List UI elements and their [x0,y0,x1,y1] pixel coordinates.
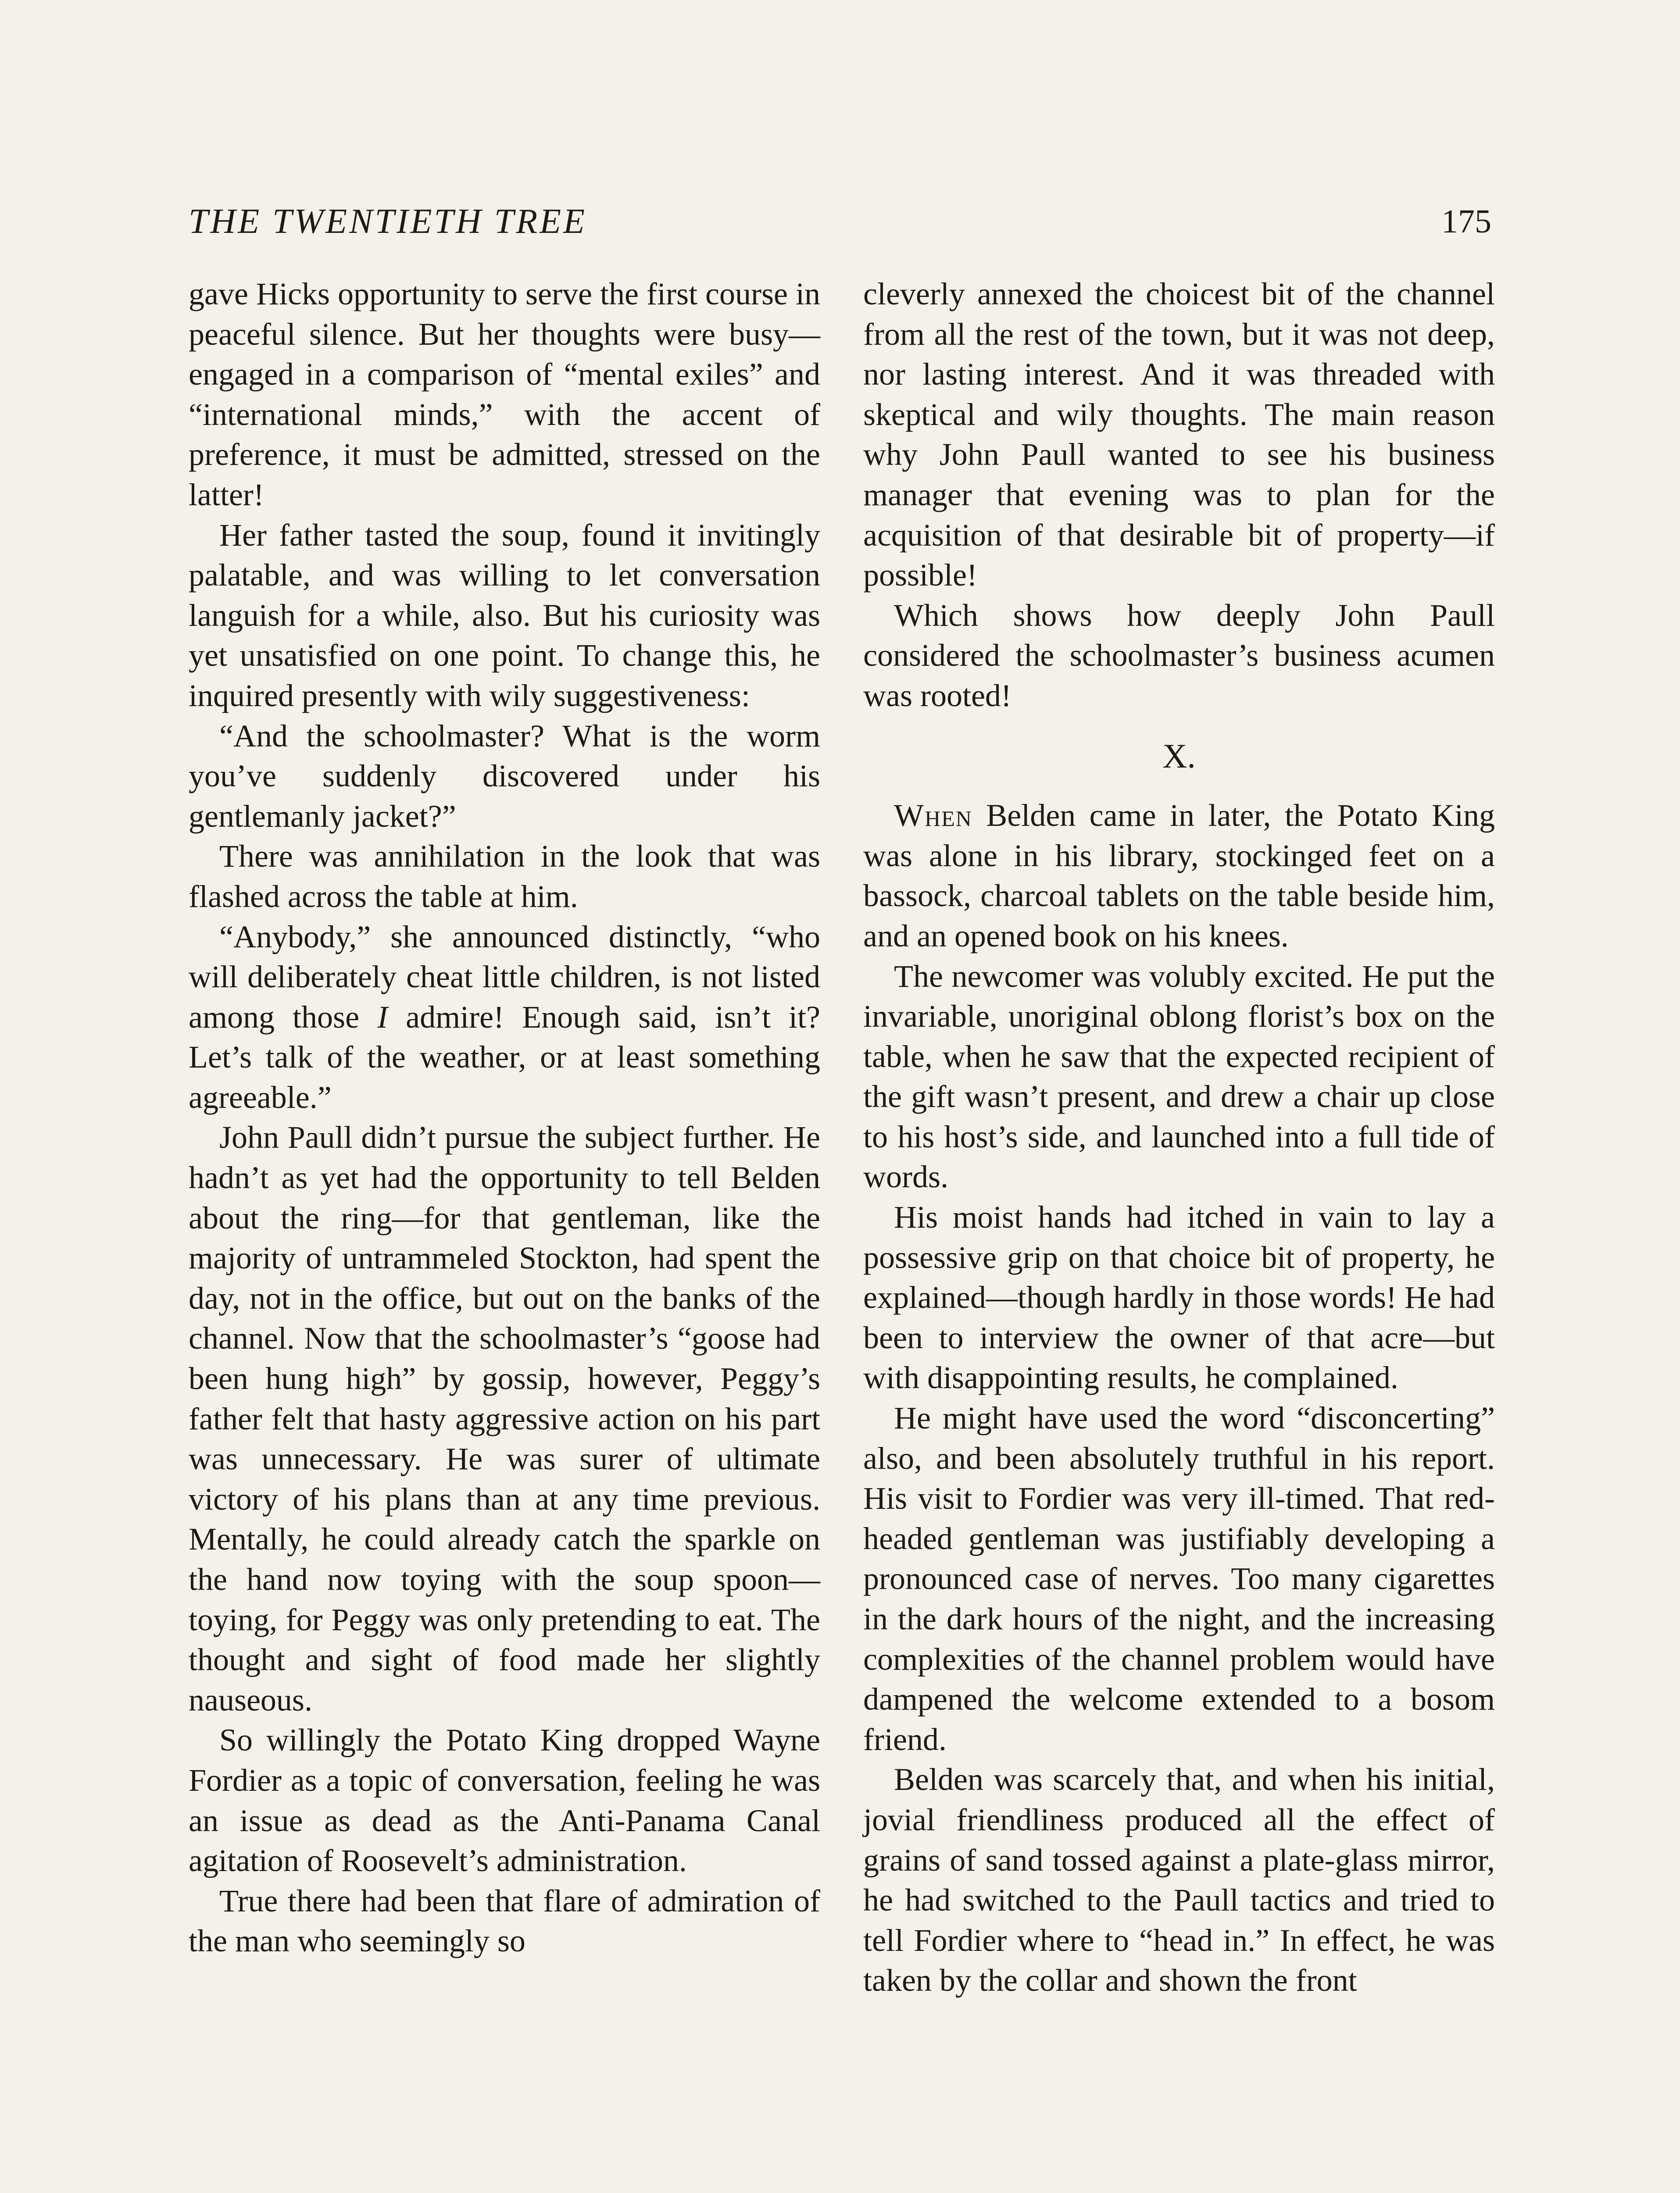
paragraph-text: admire! Enough said, isn’t it? Let’s talk of the weather, or at least something agreeable.” [189,999,820,1115]
paragraph: cleverly annexed the choicest bit of the channel from all the rest of the town, but it was not deep, nor lasting interest. And it was threaded with skeptical and wily thoughts. The main reason why John Paull wanted to see his business manager that evening was to plan for the acquisition of that desirable bit of property—if possible! [863,276,1495,593]
left-column [189,274,820,1961]
paragraph [863,796,1495,956]
paragraph: John Paull didn’t pursue the subject further. He hadn’t as yet had the opportunity to tell Belden about the ring—for that gentleman, like the majority of untrammeled Stockton, had spent the day, not in the office, but out on the banks of the channel. Now that the schoolmaster’s “goose had been hung high” by gossip, however, Peggy’s father felt that hasty aggressive action on his part was unnecessary. He was surer of ultimate victory of his plans than at any time previous. Mentally, he could already catch the sparkle on the hand now toying with the soup spoon—toying, for Peggy was only pretending to eat. The thought and sight of food made her slightly nauseous. [189,1120,820,1718]
paragraph: So willingly the Potato King dropped Wayne Fordier as a topic of conversation, feeling he was an issue as dead as the Anti-Panama Canal agitation of Roosevelt’s administration. [189,1722,820,1879]
paragraph: Belden was scarcely that, and when his initial, jovial friendliness produced all the effect of grains of sand tossed against a plate-glass mirror, he had switched to the Paull tactics and tried to tell Fordier where to “head in.” In effect, he was taken by the collar and shown the front [863,1762,1495,1998]
smallcaps-opening: When [894,798,972,833]
paragraph: He might have used the word “disconcerting” also, and been absolutely truthful in his report. His visit to Fordier was very ill-timed. That red-headed gentleman was justifiably developing a pronounced case of nerves. Too many cigarettes in the dark hours of the night, and the increasing complexities of the channel problem would have dampened the welcome extended to a bosom friend. [863,1400,1495,1757]
paragraph-text: Belden came in later, the Potato King was alone in his library, stockinged feet on a bassock, charcoal tablets on the table beside him, and an opened book on his knees. [863,798,1495,954]
section-heading: X. [1162,736,1196,775]
running-head [189,197,1491,246]
paragraph: His moist hands had itched in vain to lay a possessive grip on that choice bit of property, he explained—though hardly in those words! He had been to interview the owner of that acre—but with disappointing results, he complained. [863,1200,1495,1396]
paragraph: Her father tasted the soup, found it invitingly palatable, and was willing to let conversation languish for a while, also. But his curiosity was yet unsatisfied on one point. To change this, he inquired presently with wily suggestiveness: [189,517,820,713]
paragraph: “And the schoolmaster? What is the worm you’ve suddenly discovered under his gentlemanly jacket?” [189,718,820,834]
italic-text: I [377,999,388,1035]
running-title: THE TWENTIETH TREE [189,202,587,241]
paragraph: True there had been that flare of admiration of the man who seemingly so [189,1883,820,1959]
paragraph: Which shows how deeply John Paull considered the schoolmaster’s business acumen was rooted! [863,597,1495,713]
right-column [863,274,1495,2001]
paragraph-text: “Anybody,” she announced distinctly, “who will deliberately cheat little children, is not listed among those [189,919,820,1035]
paragraph: gave Hicks opportunity to serve the first course in peaceful silence. But her thoughts were busy—engaged in a comparison of “mental exiles” and “international minds,” with the accent of preference, it must be admitted, stressed on the latter! [189,276,820,512]
paragraph: The newcomer was volubly excited. He put the invariable, unoriginal oblong florist’s box on the table, when he saw that the expected recipient of the gift wasn’t present, and drew a chair up close to his host’s side, and launched into a full tide of words. [863,958,1495,1195]
paragraph [189,917,820,1118]
page-number: 175 [1441,203,1491,240]
paragraph: There was annihilation in the look that was flashed across the table at him. [189,839,820,914]
